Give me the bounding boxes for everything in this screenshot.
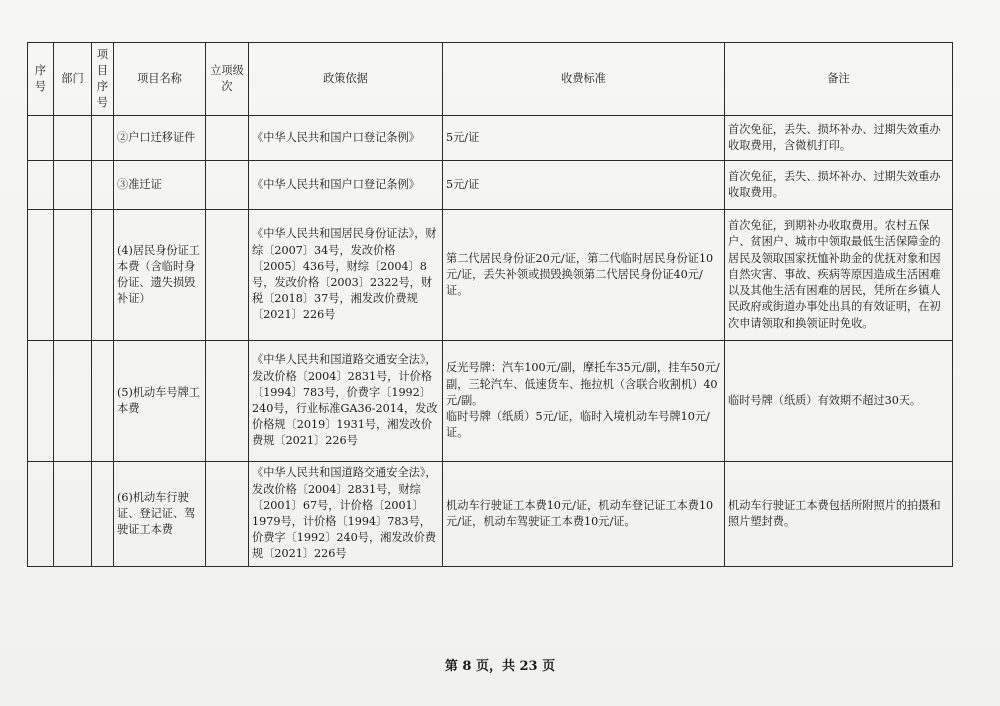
header-item-no: 项目序号 bbox=[92, 43, 114, 116]
cell-dept bbox=[54, 210, 92, 341]
header-standard: 收费标准 bbox=[443, 43, 725, 116]
cell-remark: 临时号牌（纸质）有效期不超过30天。 bbox=[725, 341, 953, 462]
cell-item-name: ③准迁证 bbox=[114, 161, 206, 210]
cell-item-name: (4)居民身份证工本费（含临时身份证、遗失损毁补证） bbox=[114, 210, 206, 341]
cell-level bbox=[206, 462, 249, 567]
cell-policy: 《中华人民共和国道路交通安全法》，发改价格〔2004〕2831号，计价格〔1994〕783号，价费字〔1992〕240号，行业标准GA36-2014，发改价格规〔2019〕1931号，湘发改价费规〔2021〕226号 bbox=[249, 341, 443, 462]
header-item-name: 项目名称 bbox=[114, 43, 206, 116]
header-seq: 序号 bbox=[28, 43, 54, 116]
cell-policy: 《中华人民共和国户口登记条例》 bbox=[249, 116, 443, 161]
cell-seq bbox=[28, 341, 54, 462]
table-row bbox=[28, 462, 953, 567]
table-row bbox=[28, 116, 953, 161]
cell-remark: 首次免征，丢失、损坏补办、过期失效重办收取费用。 bbox=[725, 161, 953, 210]
cell-item-no bbox=[92, 341, 114, 462]
table-row bbox=[28, 210, 953, 341]
cell-dept bbox=[54, 341, 92, 462]
header-remark: 备注 bbox=[725, 43, 953, 116]
cell-item-name: (5)机动车号牌工本费 bbox=[114, 341, 206, 462]
cell-level bbox=[206, 161, 249, 210]
fee-table bbox=[27, 42, 953, 567]
cell-dept bbox=[54, 161, 92, 210]
cell-seq bbox=[28, 116, 54, 161]
table-row bbox=[28, 161, 953, 210]
cell-level bbox=[206, 210, 249, 341]
cell-item-name: ②户口迁移证件 bbox=[114, 116, 206, 161]
header-dept: 部门 bbox=[54, 43, 92, 116]
cell-item-name: (6)机动车行驶证、登记证、驾驶证工本费 bbox=[114, 462, 206, 567]
cell-level bbox=[206, 341, 249, 462]
cell-policy: 《中华人民共和国居民身份证法》，财综〔2007〕34号，发改价格〔2005〕436号，财综〔2004〕8号，发改价格〔2003〕2322号，财税〔2018〕37号，湘发改价费规〔2021〕226号 bbox=[249, 210, 443, 341]
cell-dept bbox=[54, 116, 92, 161]
cell-policy: 《中华人民共和国户口登记条例》 bbox=[249, 161, 443, 210]
cell-standard: 5元/证 bbox=[443, 161, 725, 210]
header-level: 立项级次 bbox=[206, 43, 249, 116]
cell-policy: 《中华人民共和国道路交通安全法》，发改价格〔2004〕2831号，财综〔2001〕67号，计价格〔2001〕1979号，计价格〔1994〕783号，价费字〔1992〕240号，湘发改价费规〔2021〕226号 bbox=[249, 462, 443, 567]
cell-level bbox=[206, 116, 249, 161]
cell-dept bbox=[54, 462, 92, 567]
cell-standard: 机动车行驶证工本费10元/证，机动车登记证工本费10元/证，机动车驾驶证工本费10元/证。 bbox=[443, 462, 725, 567]
page-footer: 第 8 页，共 23 页 bbox=[444, 659, 556, 674]
cell-standard: 5元/证 bbox=[443, 116, 725, 161]
cell-standard: 第二代居民身份证20元/证，第二代临时居民身份证10元/证，丢失补领或损毁换领第二代居民身份证40元/证。 bbox=[443, 210, 725, 341]
cell-standard: 反光号牌：汽车100元/副，摩托车35元/副，挂车50元/副，三轮汽车、低速货车、拖拉机（含联合收割机）40元/副。 临时号牌（纸质）5元/证，临时入境机动车号牌10元/证。 bbox=[443, 341, 725, 462]
cell-remark: 首次免征，丢失、损坏补办、过期失效重办收取费用，含微机打印。 bbox=[725, 116, 953, 161]
cell-item-no bbox=[92, 462, 114, 567]
cell-remark: 机动车行驶证工本费包括所附照片的拍摄和照片塑封费。 bbox=[725, 462, 953, 567]
cell-item-no bbox=[92, 210, 114, 341]
cell-remark: 首次免征，到期补办收取费用。农村五保户、贫困户、城市中领取最低生活保障金的居民及领取国家抚恤补助金的优抚对象和因自然灾害、事故、疾病等原因造成生活困难以及其他生活有困难的居民，凭所在乡镇人民政府或街道办事处出具的有效证明，在初次申请领取和换领证时免收。 bbox=[725, 210, 953, 341]
cell-item-no bbox=[92, 161, 114, 210]
table-row bbox=[28, 341, 953, 462]
cell-seq bbox=[28, 462, 54, 567]
table-header-row bbox=[28, 43, 953, 116]
cell-seq bbox=[28, 210, 54, 341]
header-policy: 政策依据 bbox=[249, 43, 443, 116]
cell-seq bbox=[28, 161, 54, 210]
cell-item-no bbox=[92, 116, 114, 161]
